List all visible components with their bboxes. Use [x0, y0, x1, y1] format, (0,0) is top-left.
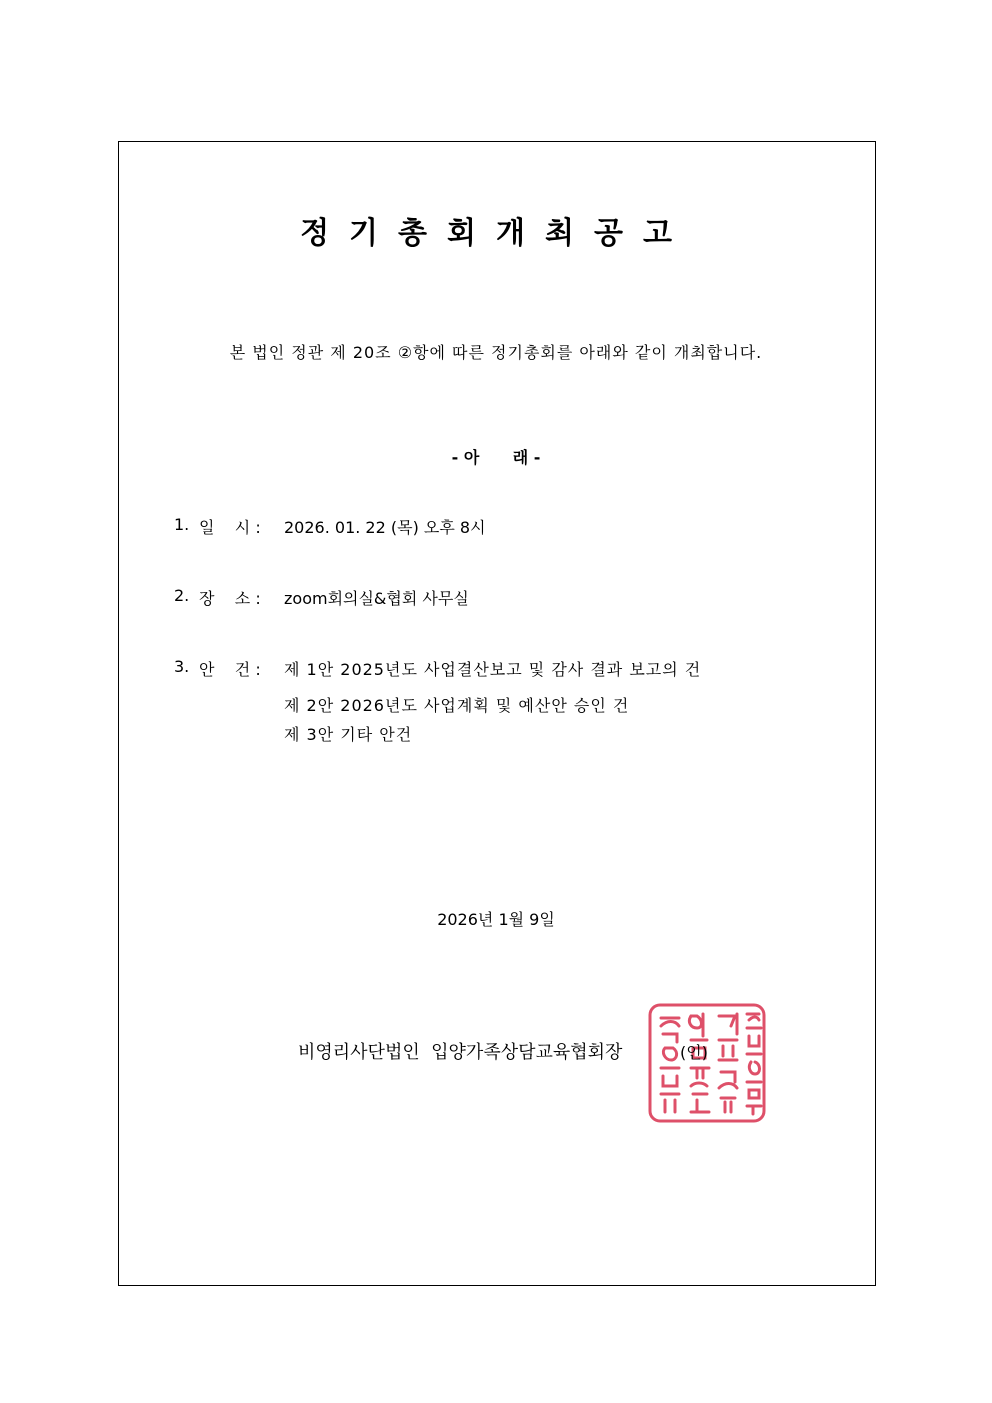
document-date: 2026년 1월 9일: [437, 910, 555, 929]
item-value: 2026. 01. 22 (목) 오후 8시: [284, 518, 486, 537]
agenda-line: 제 2안 2026년도 사업계획 및 예산안 승인 건: [284, 696, 630, 715]
agenda-line: 제 1안 2025년도 사업결산보고 및 감사 결과 보고의 건: [284, 660, 702, 679]
signatory-org: 비영리사단법인 입양가족상담교육협회장: [298, 1042, 623, 1063]
item-value: zoom회의실&협회 사무실: [284, 589, 469, 608]
official-seal: [647, 1002, 767, 1124]
seal-mark: (인): [680, 1043, 708, 1062]
item-number: 1.: [174, 515, 190, 534]
subheading: - 아 래 -: [451, 448, 541, 467]
item-number: 3.: [174, 657, 190, 676]
item-label: 안 건 :: [199, 660, 261, 679]
intro-text: 본 법인 정관 제 20조 ②항에 따른 정기총회를 아래와 같이 개최합니다.: [229, 343, 763, 362]
document-title: 정기총회개최공고: [300, 216, 692, 251]
item-number: 2.: [174, 586, 190, 605]
item-label: 장 소 :: [199, 589, 261, 608]
item-label: 일 시 :: [199, 518, 261, 537]
agenda-line: 제 3안 기타 안건: [284, 725, 413, 744]
